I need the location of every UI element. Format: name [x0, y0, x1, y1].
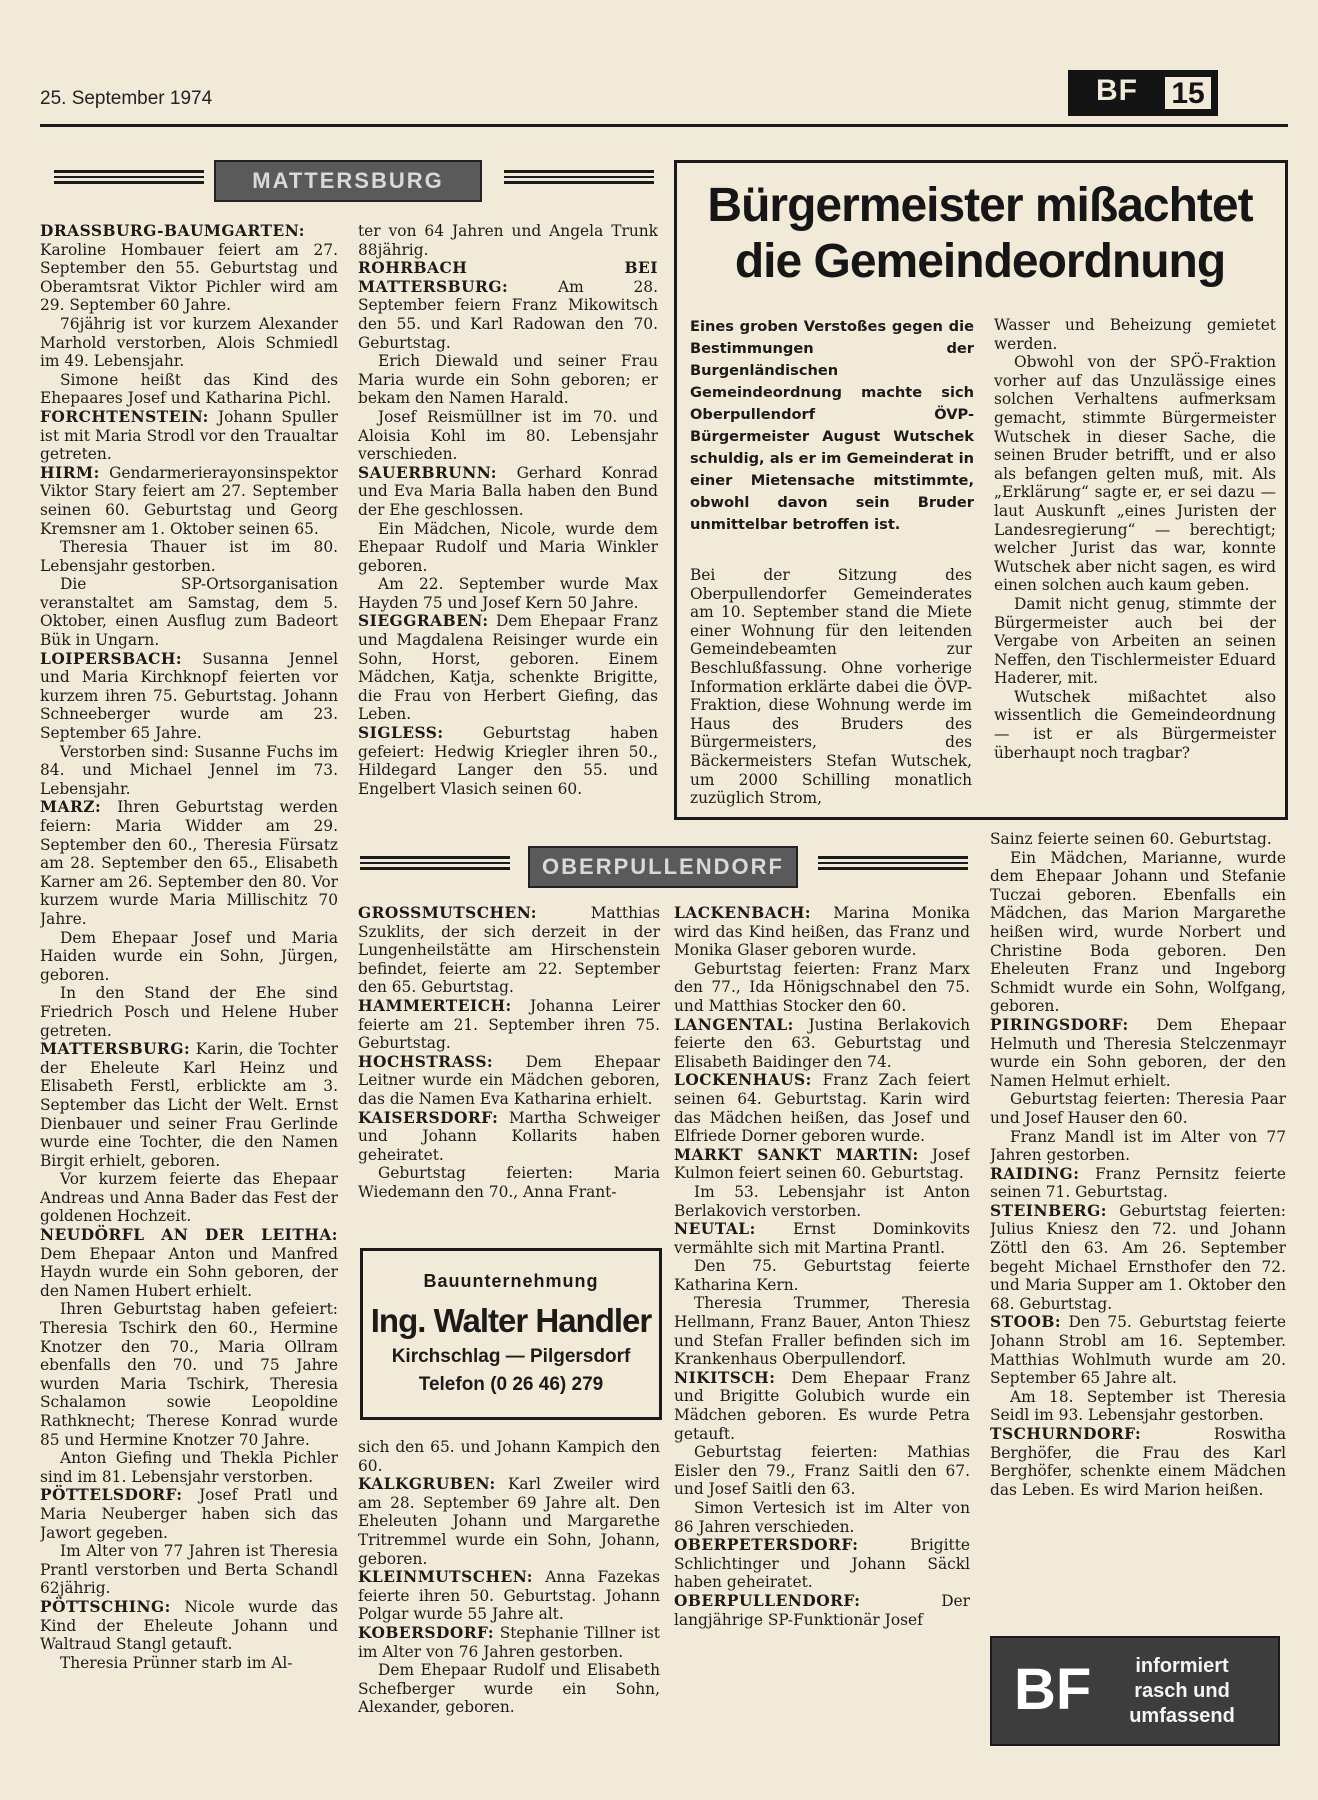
news-item [40, 575, 338, 649]
town-name: PIRINGSDORF: [990, 1015, 1129, 1034]
news-text: Ihren Geburtstag haben gefeiert: Theresia Tschirk den 60., Hermine Knotzer den 70., Maria Ollram ebenfalls den 70. und 75 Jahre wurden Maria Tschirk, Theresia Schalamon sowie Leopoldine Rathknecht; Therese Konrad wurde 85 und Hermine Knotzer 70 Jahre. [40, 1300, 338, 1449]
news-text: Franz Pernsitz feierte seinen 71. Geburtstag. [990, 1164, 1286, 1202]
page-number: 15 [1162, 74, 1214, 112]
news-item [40, 1654, 338, 1673]
news-text: Anna Fazekas feierte ihren 50. Geburtstag. Johann Polgar wurde 55 Jahre alt. [358, 1568, 660, 1624]
news-item [990, 1202, 1286, 1314]
news-text: Josef Kulmon feiert seinen 60. Geburtstag. [674, 1145, 970, 1183]
news-item [40, 408, 338, 464]
news-item [40, 464, 338, 538]
news-text: Erich Diewald und seiner Frau Maria wurde ein Sohn geboren; er bekam den Namen Harald. [358, 352, 658, 408]
town-name: KAISERSDORF: [358, 1108, 499, 1127]
town-name: LANGENTAL: [674, 1015, 794, 1034]
news-item [690, 566, 972, 808]
news-item [358, 904, 660, 997]
news-text: Ernst Dominkovits vermählte sich mit Martina Prantl. [674, 1220, 970, 1257]
news-item [674, 1016, 970, 1072]
news-item [358, 1109, 660, 1165]
news-item [358, 1661, 660, 1717]
news-item [40, 315, 338, 371]
town-name: MARKT SANKT MARTIN: [674, 1145, 919, 1164]
town-name: HOCHSTRASS: [358, 1052, 494, 1071]
news-item [40, 371, 338, 408]
news-item [674, 1220, 970, 1257]
news-text: Dem Ehepaar Franz und Brigitte Golubich wurde ein Mädchen geboren. Es wurde Petra getauft. [674, 1368, 970, 1443]
news-item [358, 520, 658, 576]
news-text: ter von 64 Jahren und Angela Trunk 88jährig. [358, 222, 658, 259]
issue-date: 25. September 1974 [40, 88, 213, 109]
news-item [40, 1486, 338, 1542]
news-text: Johann Spuller ist mit Maria Strodl vor den Traualtar getreten. [40, 407, 338, 464]
town-name: TSCHURNDORF: [990, 1425, 1142, 1443]
news-text: In den Stand der Ehe sind Friedrich Posch und Helene Huber getreten. [40, 984, 338, 1040]
news-item [40, 798, 338, 928]
news-text: Dem Ehepaar Josef und Maria Haiden wurde ein Sohn, Jürgen, geboren. [40, 928, 338, 984]
news-item [674, 1071, 970, 1145]
town-name: GROSSMUTSCHEN: [358, 904, 537, 922]
news-item [674, 904, 970, 960]
news-text: Theresia Trummer, Theresia Hellmann, Franz Bauer, Anton Thiesz und Stefan Fraller befinden sich im Krankenhaus Oberpullendorf. [674, 1294, 970, 1369]
brand-logo: BF [1096, 74, 1138, 107]
news-item [40, 1598, 338, 1654]
column-oberpullendorf-2 [674, 904, 970, 1780]
ad-bf-logo: BF [1014, 1657, 1092, 1722]
town-name: RAIDING: [990, 1164, 1080, 1183]
brand-tag [1068, 70, 1218, 116]
news-item [40, 984, 338, 1040]
news-text: Am 22. September wurde Max Hayden 75 und Josef Kern 50 Jahre. [358, 575, 658, 612]
decorative-rule [504, 170, 654, 184]
news-item [40, 1300, 338, 1449]
town-name: FORCHTENSTEIN: [40, 407, 209, 426]
town-name: SIGLESS: [358, 724, 444, 743]
news-text: Dem Ehepaar Rudolf und Elisabeth Schefberger wurde ein Sohn, Alexander, geboren. [358, 1661, 660, 1717]
news-text: Wutschek mißachtet also wissentlich die Gemeindeordnung — ist er als Bürgermeister überhaupt noch tragbar? [994, 687, 1276, 762]
news-text: Anton Giefing und Thekla Pichler sind im 81. Lebensjahr verstorben. [40, 1449, 338, 1486]
news-text: Geburtstag feierten: Theresia Paar und Josef Hauser den 60. [990, 1090, 1286, 1127]
news-item [990, 849, 1286, 1016]
news-text: Theresia Prünner starb im Al- [60, 1653, 293, 1672]
news-text: Sainz feierte seinen 60. Geburtstag. [990, 830, 1272, 848]
column-mattersburg-1 [40, 222, 338, 1782]
article-headline: Bürgermeister mißachtet die Gemeindeordnung [707, 179, 1253, 288]
news-text: Damit nicht genug, stimmte der Bürgermeister auch bei der Vergabe von Arbeiten an seinen Neffen, den Tischlermeister Eduard Haderer, mit. [994, 594, 1276, 688]
news-text: Gerhard Konrad und Eva Maria Balla haben den Bund der Ehe geschlossen. [358, 463, 658, 519]
news-item [674, 1536, 970, 1592]
town-name: MARZ: [40, 798, 102, 817]
town-name: NIKITSCH: [674, 1368, 776, 1387]
news-item [674, 1369, 970, 1443]
news-item [358, 464, 658, 520]
news-item [40, 743, 338, 799]
news-item [990, 1313, 1286, 1387]
section-heading-oberpullendorf: OBERPULLENDORF [528, 846, 798, 888]
news-text: Bei der Sitzung des Oberpullendorfer Gemeinderates am 10. September stand die Miete einer Wohnung für den leitenden Gemeindebeamten zur Beschlußfassung. Ohne vorherige Information erklärte dabei die ÖVP-Fraktion, diese Wohnung werde im Haus des Bruders des Bürgermeisters, des Bäckermeisters Stefan Wutschek, um 2000 Schilling monatlich zuzüglich Strom, [690, 566, 972, 808]
news-text: Nicole wurde das Kind der Eheleute Johann und Waltraud Stangl getauft. [40, 1597, 338, 1654]
news-text: Roswitha Berghöfer, die Frau des Karl Berghöfer, schenkte einem Mädchen das Leben. Es wird Marion heißen. [990, 1425, 1286, 1499]
news-item [990, 1165, 1286, 1202]
news-item [358, 997, 660, 1053]
news-text: Ihren Geburtstag werden feiern: Maria Widder am 29. September den 60., Theresia Fürsatz am 28. September den 65., Elisabeth Karner am 26. September den 80. Vor kurzem wurde Maria Millischitz 70 Jahre. [40, 798, 338, 928]
news-text: Josef Pratl und Maria Neuberger haben sich das Jawort gegeben. [40, 1486, 338, 1542]
news-text: Franz Zach feiert seinen 64. Geburtstag. Karin wird das Mädchen heißen, das Josef und Elfriede Dorner geboren wurde. [674, 1071, 970, 1146]
news-text: Susanna Jennel und Maria Kirchknopf feierten vor kurzem ihren 75. Geburtstag. Johann Schneeberger wurde am 23. September 65 Jahre. [40, 649, 338, 743]
news-text: Verstorben sind: Susanne Fuchs im 84. und Michael Jennel im 73. Lebensjahr. [40, 742, 338, 798]
news-text: Geburtstag feierten: Franz Marx den 77., Ida Hönigschnabel den 75. und Matthias Stocker den 60. [674, 959, 970, 1015]
news-text: Ein Mädchen, Marianne, wurde dem Ehepaar Johann und Stefanie Tuczai geboren. Ebenfalls ein Mädchen, das Marion Margarethe heißen wird, wurde Norbert und Christine Boda geboren. Den Eheleuten Franz und Ingeborg Schmidt wurde ein Sohn, Wolfgang, geboren. [990, 848, 1286, 1016]
news-text: Ein Mädchen, Nicole, wurde dem Ehepaar Rudolf und Maria Winkler geboren. [358, 519, 658, 575]
news-text: 76jährig ist vor kurzem Alexander Marhold verstorben, Alois Schmiedl im 49. Lebensjahr. [40, 314, 338, 371]
news-item [40, 1040, 338, 1170]
article-column-2 [994, 316, 1276, 810]
news-item [990, 1016, 1286, 1090]
news-item [40, 650, 338, 743]
news-item [358, 575, 658, 612]
news-text: sich den 65. und Johann Kampich den 60. [358, 1438, 660, 1475]
news-item [358, 222, 658, 259]
news-item [40, 538, 338, 575]
news-text: Justina Berlakovich feierte den 63. Geburtstag und Elisabeth Baidinger den 74. [674, 1015, 970, 1071]
advertisement-bf [990, 1636, 1280, 1746]
ad-bf-line: rasch und [1134, 1680, 1230, 1702]
decorative-rule [54, 170, 204, 184]
town-name: KOBERSDORF: [358, 1623, 495, 1642]
town-name: DRASSBURG-BAUMGARTEN: [40, 222, 305, 240]
ad-company-name: Ing. Walter Handler [370, 1302, 652, 1339]
news-text: Brigitte Schlichtinger und Johann Säckl haben geheiratet. [674, 1536, 970, 1592]
town-name: OBERPETERSDORF: [674, 1536, 859, 1555]
news-item [990, 1090, 1286, 1127]
town-name: NEUTAL: [674, 1220, 756, 1239]
town-name: STEINBERG: [990, 1201, 1107, 1220]
news-item [674, 1592, 970, 1629]
news-text: Stephanie Tillner ist im Alter von 76 Jahren gestorben. [358, 1623, 660, 1661]
news-item [674, 1146, 970, 1183]
news-item [40, 1542, 338, 1598]
news-item [358, 1053, 660, 1109]
news-text: Den 75. Geburtstag feierte Katharina Kern. [674, 1257, 970, 1294]
news-item [674, 1257, 970, 1294]
section-heading-mattersburg: MATTERSBURG [214, 160, 482, 202]
news-text: Am 28. September feiern Franz Mikowitsch den 55. und Karl Radowan den 70. Geburtstag. [358, 277, 658, 352]
article-lede: Eines groben Verstoßes gegen die Bestimmungen der Burgenländischen Gemeindeordnung machte sich Oberpullendorf ÖVP-Bürgermeister August Wutschek schuldig, als er im Gemeinderat in einer Mietensache mitstimmte, obwohl davon sein Bruder unmittelbar betroffen ist. [690, 318, 974, 533]
news-item [358, 1164, 660, 1201]
town-name: LOIPERSBACH: [40, 649, 183, 668]
news-item [674, 960, 970, 1016]
news-text: Geburtstag haben gefeiert: Hedwig Kriegler ihren 50., Hildegard Langer den 55. und Engelbert Vlasich seinen 60. [358, 724, 658, 798]
town-name: HIRM: [40, 463, 100, 482]
town-name: OBERPULLENDORF: [674, 1591, 861, 1610]
ad-line: Bauunternehmung [423, 1271, 599, 1291]
news-text: Vor kurzem feierte das Ehepaar Andreas und Anna Bader das Fest der goldenen Hochzeit. [40, 1170, 338, 1226]
news-item [358, 1568, 660, 1624]
news-text: Dem Ehepaar Helmuth und Theresia Stelczenmayr wurde ein Sohn geboren, der den Namen Helmut erhielt. [990, 1015, 1286, 1090]
news-text: Dem Ehepaar Leitner wurde ein Mädchen geboren, das die Namen Eva Katharina erhielt. [358, 1052, 660, 1108]
town-name: SAUERBRUNN: [358, 463, 497, 482]
town-name: LOCKENHAUS: [674, 1071, 812, 1090]
town-name: PÖTTSCHING: [40, 1597, 171, 1616]
town-name: KLEINMUTSCHEN: [358, 1568, 533, 1587]
town-name: SIEGGRABEN: [358, 612, 489, 631]
news-item [358, 259, 658, 352]
news-text: Der langjährige SP-Funktionär Josef [674, 1591, 970, 1629]
town-name: ROHRBACH BEI MATTERSBURG: [358, 259, 658, 296]
news-item [990, 1388, 1286, 1425]
column-oberpullendorf-1a [358, 904, 660, 1234]
news-item [990, 1425, 1286, 1499]
news-item [674, 1183, 970, 1220]
news-text: Die SP-Ortsorganisation veranstaltet am Samstag, dem 5. Oktober, einen Ausflug zum Badeort Bük in Ungarn. [40, 575, 338, 650]
news-item [40, 1449, 338, 1486]
news-text: Den 75. Geburtstag feierte Johann Strobl am 16. September. Matthias Wohlmuth wurde am 20. September 65 Jahre alt. [990, 1313, 1286, 1388]
news-item [358, 612, 658, 724]
advertisement-handler [360, 1248, 662, 1420]
news-text: Dem Ehepaar Franz und Magdalena Reisinger wurde ein Sohn, Horst, geboren. Einem Mädchen, Katja, schenkte Brigitte, die Frau von Herbert Giefing, das Leben. [358, 612, 658, 724]
decorative-rule [818, 856, 968, 870]
news-item [674, 1443, 970, 1499]
ad-bf-slogan [1102, 1654, 1262, 1729]
news-item [358, 1438, 660, 1475]
ad-bf-line: informiert [1135, 1655, 1229, 1677]
ad-phone: Telefon (0 26 46) 279 [418, 1374, 604, 1395]
news-item [40, 1226, 338, 1300]
news-item [994, 316, 1276, 353]
town-name: HAMMERTEICH: [358, 996, 512, 1015]
news-text: Simon Vertesich ist im Alter von 86 Jahren verschieden. [674, 1499, 970, 1536]
town-name: NEUDÖRFL AN DER LEITHA: [40, 1226, 338, 1245]
news-item [994, 688, 1276, 762]
news-text: Karl Zweiler wird am 28. September 69 Jahre alt. Den Eheleuten Johann und Margarethe Tritremmel wurde ein Sohn, Johann, geboren. [358, 1475, 660, 1568]
town-name: STOOB: [990, 1313, 1062, 1332]
town-name: KALKGRUBEN: [358, 1475, 496, 1494]
news-text: Matthias Szuklits, der sich derzeit in der Lungenheilstätte am Hirschenstein befindet, feierte am 22. September den 65. Geburtstag. [358, 904, 660, 997]
news-text: Theresia Thauer ist im 80. Lebensjahr gestorben. [40, 538, 338, 575]
news-text: Geburtstag feierten: Mathias Eisler den 79., Franz Saitli den 67. und Josef Saitli den 63. [674, 1443, 970, 1499]
news-item [990, 1128, 1286, 1165]
article-column-1 [690, 566, 972, 810]
town-name: MATTERSBURG: [40, 1040, 191, 1059]
news-text: Gendarmerierayonsinspektor Viktor Stary feiert am 27. September seinen 60. Geburtstag und Georg Kremsner am 1. Oktober seinen 65. [40, 463, 338, 538]
news-item [40, 1170, 338, 1226]
news-text: Simone heißt das Kind des Ehepaares Josef und Katharina Pichl. [40, 370, 338, 408]
news-text: Geburtstag feierten: Maria Wiedemann den 70., Anna Frant- [358, 1164, 660, 1201]
news-item [358, 408, 658, 464]
news-text: Obwohl von der SPÖ-Fraktion vorher auf das Unzulässige eines solchen Verhaltens aufmerksam gemacht, stimmte Bürgermeister Wutschek in dieser Sache, die seinen Bruder betrifft, und er also als befangen gelten muß, mit. Als „Erklärung“ sagte er, er sei dazu — laut Auskunft „eines Juristen der Landesregierung“ — berechtigt; welcher Jurist das war, konnte Wutschek aber nicht sagen, es wird einen solchen auch kaum geben. [994, 353, 1276, 595]
news-item [358, 724, 658, 798]
ad-line: Kirchschlag — Pilgersdorf [391, 1346, 631, 1367]
news-text: Im 53. Lebensjahr ist Anton Berlakovich verstorben. [674, 1182, 970, 1220]
news-item [674, 1499, 970, 1536]
column-mattersburg-2 [358, 222, 658, 822]
news-text: Karin, die Tochter der Eheleute Karl Heinz und Elisabeth Ferstl, erblickte am 3. September das Licht der Welt. Ernst Dienbauer und seiner Frau Gerlinde wurde eine Tochter, die den Namen Birgit erhielt, geboren. [40, 1040, 338, 1170]
news-text: Marina Monika wird das Kind heißen, das Franz und Monika Glaser geboren wurde. [674, 904, 970, 960]
news-text: Karoline Hombauer feiert am 27. September den 55. Geburtstag und Oberamtsrat Viktor Pichler wird am 29. September 60 Jahre. [40, 240, 338, 315]
news-text: Geburtstag feierten: Julius Kniesz den 72. und Johann Zöttl den 63. Am 26. September begeht Michael Ernsthofer den 72. und Maria Supper am 1. Oktober den 68. Geburtstag. [990, 1201, 1286, 1313]
news-item [358, 352, 658, 408]
news-item [358, 1475, 660, 1568]
news-text: Franz Mandl ist im Alter von 77 Jahren gestorben. [990, 1127, 1286, 1165]
news-item [990, 830, 1286, 849]
news-text: Dem Ehepaar Anton und Manfred Haydn wurde ein Sohn geboren, der den Namen Hubert erhielt. [40, 1244, 338, 1300]
header-rule [40, 124, 1288, 127]
news-item [674, 1294, 970, 1368]
news-item [40, 929, 338, 985]
news-text: Josef Reismüllner ist im 70. und Aloisia Kohl im 80. Lebensjahr verschieden. [358, 407, 658, 464]
news-item [358, 1624, 660, 1661]
news-text: Am 18. September ist Theresia Seidl im 93. Lebensjahr gestorben. [990, 1387, 1286, 1425]
news-text: Johanna Leirer feierte am 21. September ihren 75. Geburtstag. [358, 996, 660, 1053]
news-text: Wasser und Beheizung gemietet werden. [994, 316, 1276, 353]
news-item [994, 595, 1276, 688]
news-text: Im Alter von 77 Jahren ist Theresia Prantl verstorben und Berta Schandl 62jährig. [40, 1542, 338, 1598]
ad-bf-line: umfassend [1129, 1705, 1235, 1727]
news-item [40, 222, 338, 315]
column-oberpullendorf-3 [990, 830, 1286, 1620]
column-oberpullendorf-1b [358, 1438, 660, 1778]
news-item [994, 353, 1276, 595]
town-name: LACKENBACH: [674, 904, 812, 922]
decorative-rule [360, 856, 510, 870]
news-text: Martha Schweiger und Johann Kollarits haben geheiratet. [358, 1108, 660, 1164]
town-name: PÖTTELSDORF: [40, 1486, 183, 1505]
